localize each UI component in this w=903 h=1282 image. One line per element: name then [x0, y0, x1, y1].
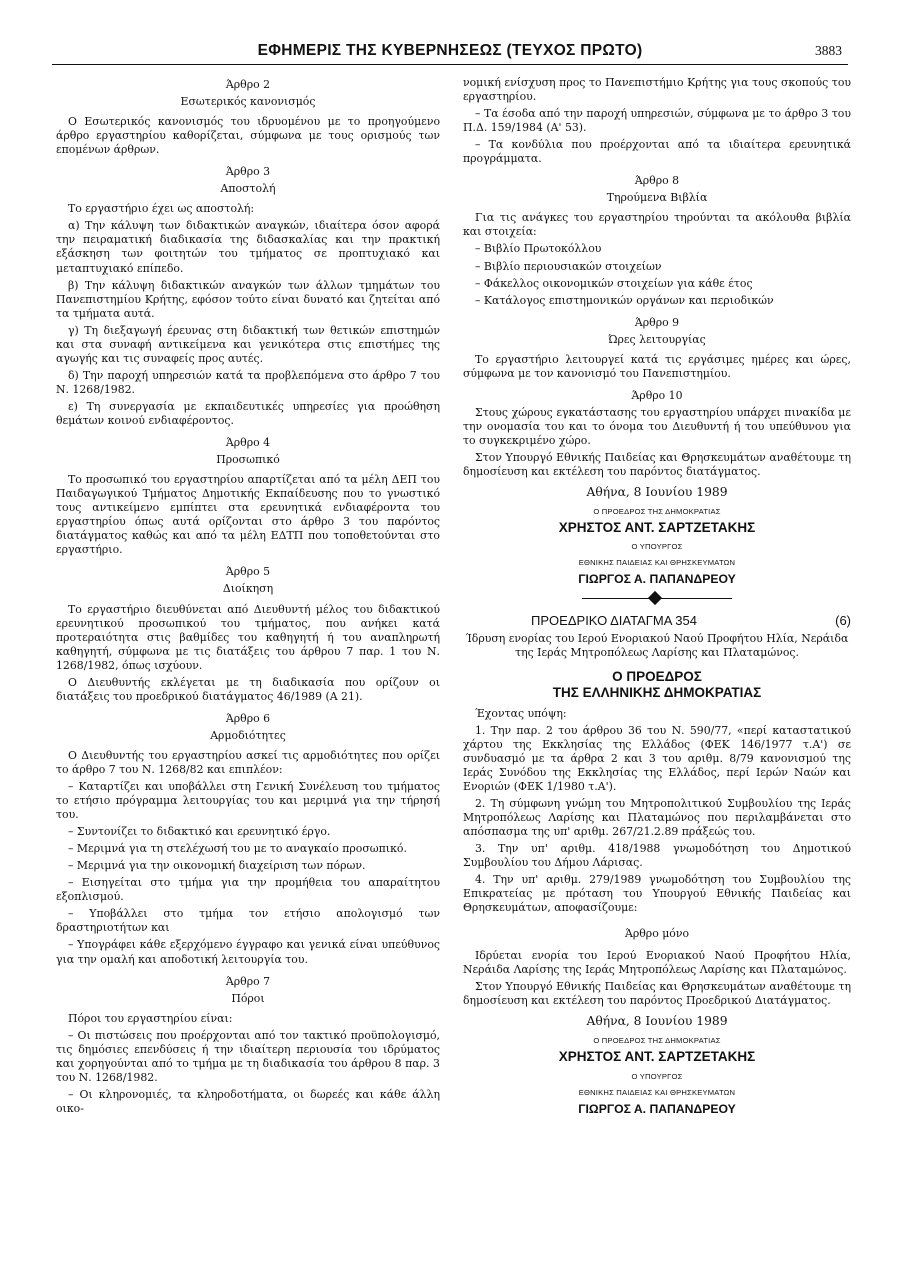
paragraph: Στον Υπουργό Εθνικής Παιδείας και Θρησκευμάτων αναθέτουμε τη δημοσίευση και εκτέλεση του παρόντος διατάγματος. — [463, 451, 851, 479]
minister-name: ΓΙΩΡΓΟΣ Α. ΠΑΠΑΝΔΡΕΟΥ — [578, 572, 736, 587]
list-item: – Τα έσοδα από την παροχή υπηρεσιών, σύμφωνα με το άρθρο 3 του Π.Δ. 159/1984 (Α' 53). — [463, 107, 851, 135]
article-title: Ώρες λειτουργίας — [608, 332, 706, 346]
paragraph: β) Την κάλυψη διδακτικών αναγκών των άλλων τμημάτων του Πανεπιστημίου Κρήτης, εφόσον τούτο είναι δυνατό και ζητείται από τα τμήματα αυτά. — [56, 278, 440, 320]
article-title: Διοίκηση — [222, 582, 274, 596]
minister-department: ΕΘΝΙΚΗΣ ΠΑΙΔΕΙΑΣ ΚΑΙ ΘΡΗΣΚΕΥΜΑΤΩΝ — [578, 1087, 736, 1097]
list-item: – Υπογράφει κάθε εξερχόμενο έγγραφο και γενικά είναι υπεύθυνος για την ομαλή και αποδοτική λειτουργία του. — [56, 938, 440, 966]
section-divider — [582, 592, 732, 606]
list-item: 2. Τη σύμφωνη γνώμη του Μητροπολιτικού Συμβουλίου της Ιεράς Μητροπόλεως Λαρίσης και Πλαταμώνος που περιλαμβάνεται στο απόσπασμα της υπ' αριθμ. 267/21.2.89 πράξεώς του. — [463, 796, 851, 838]
list-item: – Συντονίζει το διδακτικό και ερευνητικό έργο. — [68, 825, 331, 839]
paragraph: ε) Τη συνεργασία με εκπαιδευτικές υπηρεσίες για προώθηση θεμάτων κοινού ενδιαφέροντος. — [56, 399, 440, 427]
right-column — [463, 76, 851, 1118]
paragraph: Για τις ανάγκες του εργαστηρίου τηρούνται τα ακόλουθα βιβλία και στοιχεία: — [463, 211, 851, 239]
list-item: – Οι πιστώσεις που προέρχονται από τον τακτικό προϋπολογισμό, τις δημόσιες επενδύσεις ή την ιδιαίτερη περιουσία του ιδρύματος και χορηγούνται από το τμήμα με τη διαδικασία του άρθρου 8 παρ. 3 του Ν. 1268/1982. — [56, 1028, 440, 1084]
signature-date: Αθήνα, 8 Ιουνίου 1989 — [586, 485, 728, 500]
list-item: – Οι κληρονομιές, τα κληροδοτήματα, οι δωρεές και κάθε άλλη οικο- — [56, 1087, 440, 1115]
page-header — [52, 40, 848, 65]
minister-label: Ο ΥΠΟΥΡΓΟΣ — [631, 542, 683, 552]
list-item: – Βιβλίο περιουσιακών στοιχείων — [475, 259, 662, 273]
president-label: Ο ΠΡΟΕΔΡΟΣ ΤΗΣ ΔΗΜΟΚΡΑΤΙΑΣ — [593, 507, 721, 517]
list-item: 1. Την παρ. 2 του άρθρου 36 του Ν. 590/77, «περί καταστατικού χάρτου της Εκκλησίας της Ελλάδος (ΦΕΚ 146/1977 τ.Α') σε συνδυασμό με τα άρθρα 2 και 3 του αριθμ. 8/79 κανονισμού της Ιεράς Συνόδου της Εκκλησίας της Ελλάδος, περί Ιερών Ναών και Ενοριών (ΦΕΚ 1/1980 τ.Α'). — [463, 723, 851, 793]
list-item: – Τα κονδύλια που προέρχονται από τα ιδιαίτερα ερευνητικά προγράμματα. — [463, 138, 851, 166]
decree-heading — [463, 614, 851, 630]
paragraph: Έχοντας υπόψη: — [475, 706, 567, 720]
paragraph: δ) Την παροχή υπηρεσιών κατά τα προβλεπόμενα στο άρθρο 7 του Ν. 1268/1982. — [56, 368, 440, 396]
paragraph: Ο Εσωτερικός κανονισμός του ιδρυομένου με το προηγούμενο άρθρο εργαστηρίου καθορίζεται, σύμφωνα με τους ορισμούς των επομένων άρθρων. — [56, 115, 440, 157]
decree-number: (6) — [835, 613, 851, 629]
paragraph: Ο Διευθυντής του εργαστηρίου ασκεί τις αρμοδιότητες που ορίζει το άρθρο 7 του Ν. 1268/82 και επιπλέον: — [56, 748, 440, 776]
signature-date: Αθήνα, 8 Ιουνίου 1989 — [586, 1014, 728, 1029]
paragraph: Ιδρύεται ενορία του Ιερού Ενοριακού Ναού Προφήτου Ηλία, Νεράιδα Λαρίσης της Ιεράς Μητροπόλεως Λαρίσης και Πλαταμώνος. — [463, 949, 851, 977]
article-heading: Άρθρο 10 — [631, 388, 683, 402]
article-heading: Άρθρο 7 — [225, 974, 271, 988]
article-title: Τηρούμενα Βιβλία — [606, 191, 708, 205]
article-heading: Άρθρο 9 — [634, 315, 680, 329]
paragraph: Το προσωπικό του εργαστηρίου απαρτίζεται από τα μέλη ΔΕΠ του Παιδαγωγικού Τμήματος Δημοτικής Εκπαίδευσης που το γνωστικό τους αντικείμενο εμπίπτει στα ερευνητικά ενδιαφέροντα του εργαστηρίου όπως αυτά ορίζονται στο άρθρο 3 του παρόντος διατάγματος καθώς και από τα μέλη ΕΔΤΠ που τοποθετούνται στο εργαστήριο. — [56, 473, 440, 557]
gazette-title: ΕΦΗΜΕΡΙΣ ΤΗΣ ΚΥΒΕΡΝΗΣΕΩΣ (ΤΕΥΧΟΣ ΠΡΩΤΟ) — [257, 42, 643, 59]
minister-name: ΓΙΩΡΓΟΣ Α. ΠΑΠΑΝΔΡΕΟΥ — [578, 1101, 736, 1116]
list-item: – Φάκελλος οικονομικών στοιχείων για κάθε έτος — [475, 276, 753, 290]
list-item: 4. Την υπ' αριθμ. 279/1989 γνωμοδότηση του Συμβουλίου της Επικρατείας με πρόταση του Υπουργού Εθνικής Παιδείας και Θρησκευμάτων, αποφασίζουμε: — [463, 873, 851, 915]
diamond-ornament-icon — [648, 591, 662, 605]
list-item: – Υποβάλλει στο τμήμα τον ετήσιο απολογισμό των δραστηριοτήτων και — [56, 907, 440, 935]
page-number: 3883 — [815, 43, 842, 58]
list-item: – Μεριμνά για τη στελέχωσή του με το αναγκαίο προσωπικό. — [68, 842, 407, 856]
list-item: – Καταρτίζει και υποβάλλει στη Γενική Συνέλευση του τμήματος το ετήσιο πρόγραμμα λειτουργίας του και μεριμνά για την τήρησή του. — [56, 780, 440, 822]
article-heading: Άρθρο 4 — [225, 436, 271, 450]
paragraph: γ) Τη διεξαγωγή έρευνας στη διδακτική των θετικών επιστημών και στα συναφή αντικείμενα και γενικότερα στις επιστήμες της αγωγής και τις συναφείς προς αυτές. — [56, 323, 440, 365]
minister-label: Ο ΥΠΟΥΡΓΟΣ — [631, 1071, 683, 1081]
president-name: ΧΡΗΣΤΟΣ ΑΝΤ. ΣΑΡΤΖΕΤΑΚΗΣ — [558, 520, 756, 536]
president-heading-line2: ΤΗΣ ΕΛΛΗΝΙΚΗΣ ΔΗΜΟΚΡΑΤΙΑΣ — [552, 684, 762, 700]
article-heading: Άρθρο μόνο — [624, 927, 690, 941]
president-heading-line1: Ο ΠΡΟΕΔΡΟΣ — [612, 668, 702, 684]
paragraph: Το εργαστήριο διευθύνεται από Διευθυντή μέλος του διδακτικού ερευνητικού προσωπικού του τμήματος, που ανήκει κατά προτεραιότητα στις βαθμίδες του καθηγητή ή του αναπληρωτή καθηγητή, σύμφωνα με τις διατάξεις του άρθρου 7 παρ. 1 του Ν. 1268/1982, όπως ισχύουν. — [56, 602, 440, 672]
article-title: Πόροι — [231, 991, 265, 1005]
article-title: Αποστολή — [220, 182, 276, 196]
article-heading: Άρθρο 8 — [634, 174, 680, 188]
article-title: Αρμοδιότητες — [210, 728, 286, 742]
paragraph: Στον Υπουργό Εθνικής Παιδείας και Θρησκευμάτων αναθέτουμε τη δημοσίευση και εκτέλεση του παρόντος Προεδρικού Διατάγματος. — [463, 980, 851, 1008]
list-item: – Μεριμνά για την οικονομική διαχείριση των πόρων. — [68, 859, 366, 873]
decree-title: ΠΡΟΕΔΡΙΚΟ ΔΙΑΤΑΓΜΑ 354 — [531, 613, 697, 629]
list-item: – Κατάλογος επιστημονικών οργάνων και περιοδικών — [475, 293, 774, 307]
article-heading: Άρθρο 3 — [225, 165, 271, 179]
list-item: – Εισηγείται στο τμήμα για την προμήθεια του απαραίτητου εξοπλισμού. — [56, 876, 440, 904]
article-title: Προσωπικό — [216, 453, 280, 467]
president-label: Ο ΠΡΟΕΔΡΟΣ ΤΗΣ ΔΗΜΟΚΡΑΤΙΑΣ — [593, 1036, 721, 1046]
article-heading: Άρθρο 6 — [225, 711, 271, 725]
president-heading — [463, 669, 851, 701]
paragraph: Το εργαστήριο λειτουργεί κατά τις εργάσιμες ημέρες και ώρες, σύμφωνα με τον κανονισμό του Πανεπιστημίου. — [463, 352, 851, 380]
president-name: ΧΡΗΣΤΟΣ ΑΝΤ. ΣΑΡΤΖΕΤΑΚΗΣ — [558, 1049, 756, 1065]
paragraph: Ο Διευθυντής εκλέγεται με τη διαδικασία που ορίζουν οι διατάξεις του προεδρικού διατάγματος 46/1989 (Α 21). — [56, 675, 440, 703]
paragraph: νομική ενίσχυση προς το Πανεπιστήμιο Κρήτης για τους σκοπούς του εργαστηρίου. — [463, 76, 851, 104]
paragraph: Στους χώρους εγκατάστασης του εργαστηρίου υπάρχει πινακίδα με την ονομασία του και το όνομα του Διευθυντή ή του υπεύθυνου για το συγκεκριμένο χώρο. — [463, 405, 851, 447]
article-title: Εσωτερικός κανονισμός — [180, 95, 316, 109]
left-column — [56, 76, 440, 1119]
decree-subject: Ίδρυση ενορίας του Ιερού Ενοριακού Ναού Προφήτου Ηλία, Νεράιδα της Ιεράς Μητροπόλεως Λαρίσης και Πλαταμώνος. — [465, 632, 849, 660]
paragraph: Πόροι του εργαστηρίου είναι: — [68, 1011, 233, 1025]
list-item: 3. Την υπ' αριθμ. 418/1988 γνωμοδότηση του Δημοτικού Συμβουλίου του Δήμου Λάρισας. — [463, 841, 851, 869]
minister-department: ΕΘΝΙΚΗΣ ΠΑΙΔΕΙΑΣ ΚΑΙ ΘΡΗΣΚΕΥΜΑΤΩΝ — [578, 558, 736, 568]
list-item: – Βιβλίο Πρωτοκόλλου — [475, 242, 602, 256]
paragraph: Το εργαστήριο έχει ως αποστολή: — [68, 202, 255, 216]
paragraph: α) Την κάλυψη των διδακτικών αναγκών, ιδιαίτερα όσον αφορά την πειραματική διαδικασία της διδασκαλίας και την πρακτική εξάσκηση των φοιτητών του τμήματος σε προπτυχιακό και μεταπτυχιακό επίπεδο. — [56, 219, 440, 275]
article-heading: Άρθρο 5 — [225, 565, 271, 579]
article-heading: Άρθρο 2 — [225, 78, 271, 91]
